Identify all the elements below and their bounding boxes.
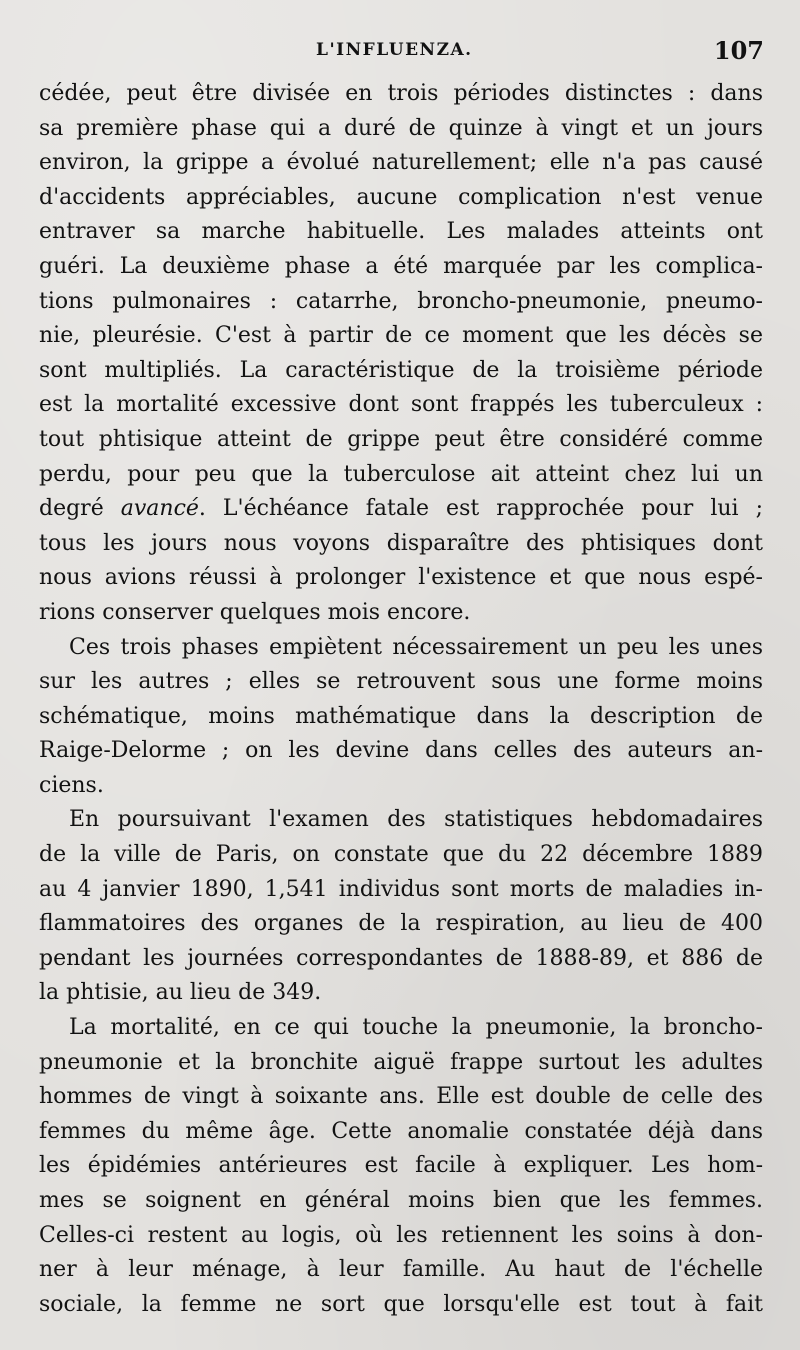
text-fragment: degré [39,496,121,522]
text-line: au 4 janvier 1890, 1,541 individus sont morts de maladies in- [39,876,763,902]
text-line: sa première phase qui a duré de quinze à vingt et un jours [39,115,763,141]
text-line: les épidémies antérieures est facile à expliquer. Les hom- [39,1153,763,1179]
text-line: entraver sa marche habituelle. Les malades atteints ont [39,219,763,245]
text-line: sont multipliés. La caractéristique de la troisième période [39,357,763,383]
text-line-with-italic [39,492,763,527]
text-line: ciens. [39,772,104,798]
text-line: environ, la grippe a évolué naturellement; elle n'a pas causé [39,150,763,176]
text-line: hommes de vingt à soixante ans. Elle est double de celle des [39,1084,763,1110]
paragraph-1 [39,77,763,631]
paragraph-2 [39,631,763,804]
text-line: Raige-Delorme ; on les devine dans celles des auteurs an- [39,738,763,764]
text-line: rions conserver quelques mois encore. [39,599,471,625]
text-line: sur les autres ; elles se retrouvent sous une forme moins [39,669,763,695]
text-line: tous les jours nous voyons disparaître des phtisiques dont [39,530,763,556]
page-number: 107 [713,36,764,65]
text-line: nie, pleurésie. C'est à partir de ce moment que les décès se [39,323,763,349]
text-line: sociale, la femme ne sort que lorsqu'elle est tout à fait [39,1291,763,1317]
text-line: pendant les journées correspondantes de 1888-89, et 886 de [39,945,763,971]
page-header [0,36,800,70]
body-text [39,77,763,1322]
paragraph-3 [39,803,763,1011]
text-line: femmes du même âge. Cette anomalie constatée déjà dans [39,1118,763,1144]
text-line: tions pulmonaires : catarrhe, broncho-pneumonie, pneumo- [39,288,763,314]
text-line: guéri. La deuxième phase a été marquée par les complica- [39,253,763,279]
text-line: de la ville de Paris, on constate que du 22 décembre 1889 [39,842,763,868]
text-fragment: . L'échéance fatale est rapprochée pour lui ; [198,496,764,522]
text-line: schématique, moins mathématique dans la description de [39,703,763,729]
text-line: En poursuivant l'examen des statistiques hebdomadaires [69,807,763,833]
text-line: cédée, peut être divisée en trois périodes distinctes : dans [39,81,763,106]
text-line: La mortalité, en ce qui touche la pneumonie, la broncho- [69,1015,763,1041]
text-line: tout phtisique atteint de grippe peut être considéré comme [39,426,763,452]
text-line: pneumonie et la bronchite aiguë frappe surtout les adultes [39,1049,763,1075]
text-line: mes se soignent en général moins bien que les femmes. [39,1188,763,1213]
italic-word: avancé [120,496,199,522]
text-line: ner à leur ménage, à leur famille. Au haut de l'échelle [39,1257,763,1283]
text-line: flammatoires des organes de la respiration, au lieu de 400 [39,911,763,937]
text-line: perdu, pour peu que la tuberculose ait atteint chez lui un [39,461,763,487]
text-line: est la mortalité excessive dont sont frappés les tuberculeux : [39,392,763,418]
text-line: la phtisie, au lieu de 349. [39,980,322,1006]
text-line: nous avions réussi à prolonger l'existence et que nous espé- [39,565,763,591]
running-title: L'INFLUENZA. [316,40,473,60]
text-line: Ces trois phases empiètent nécessairement un peu les unes [69,634,763,660]
text-line: d'accidents appréciables, aucune complication n'est venue [39,184,763,210]
text-line: Celles-ci restent au logis, où les retiennent les soins à don- [39,1222,763,1248]
paragraph-4 [39,1011,763,1322]
